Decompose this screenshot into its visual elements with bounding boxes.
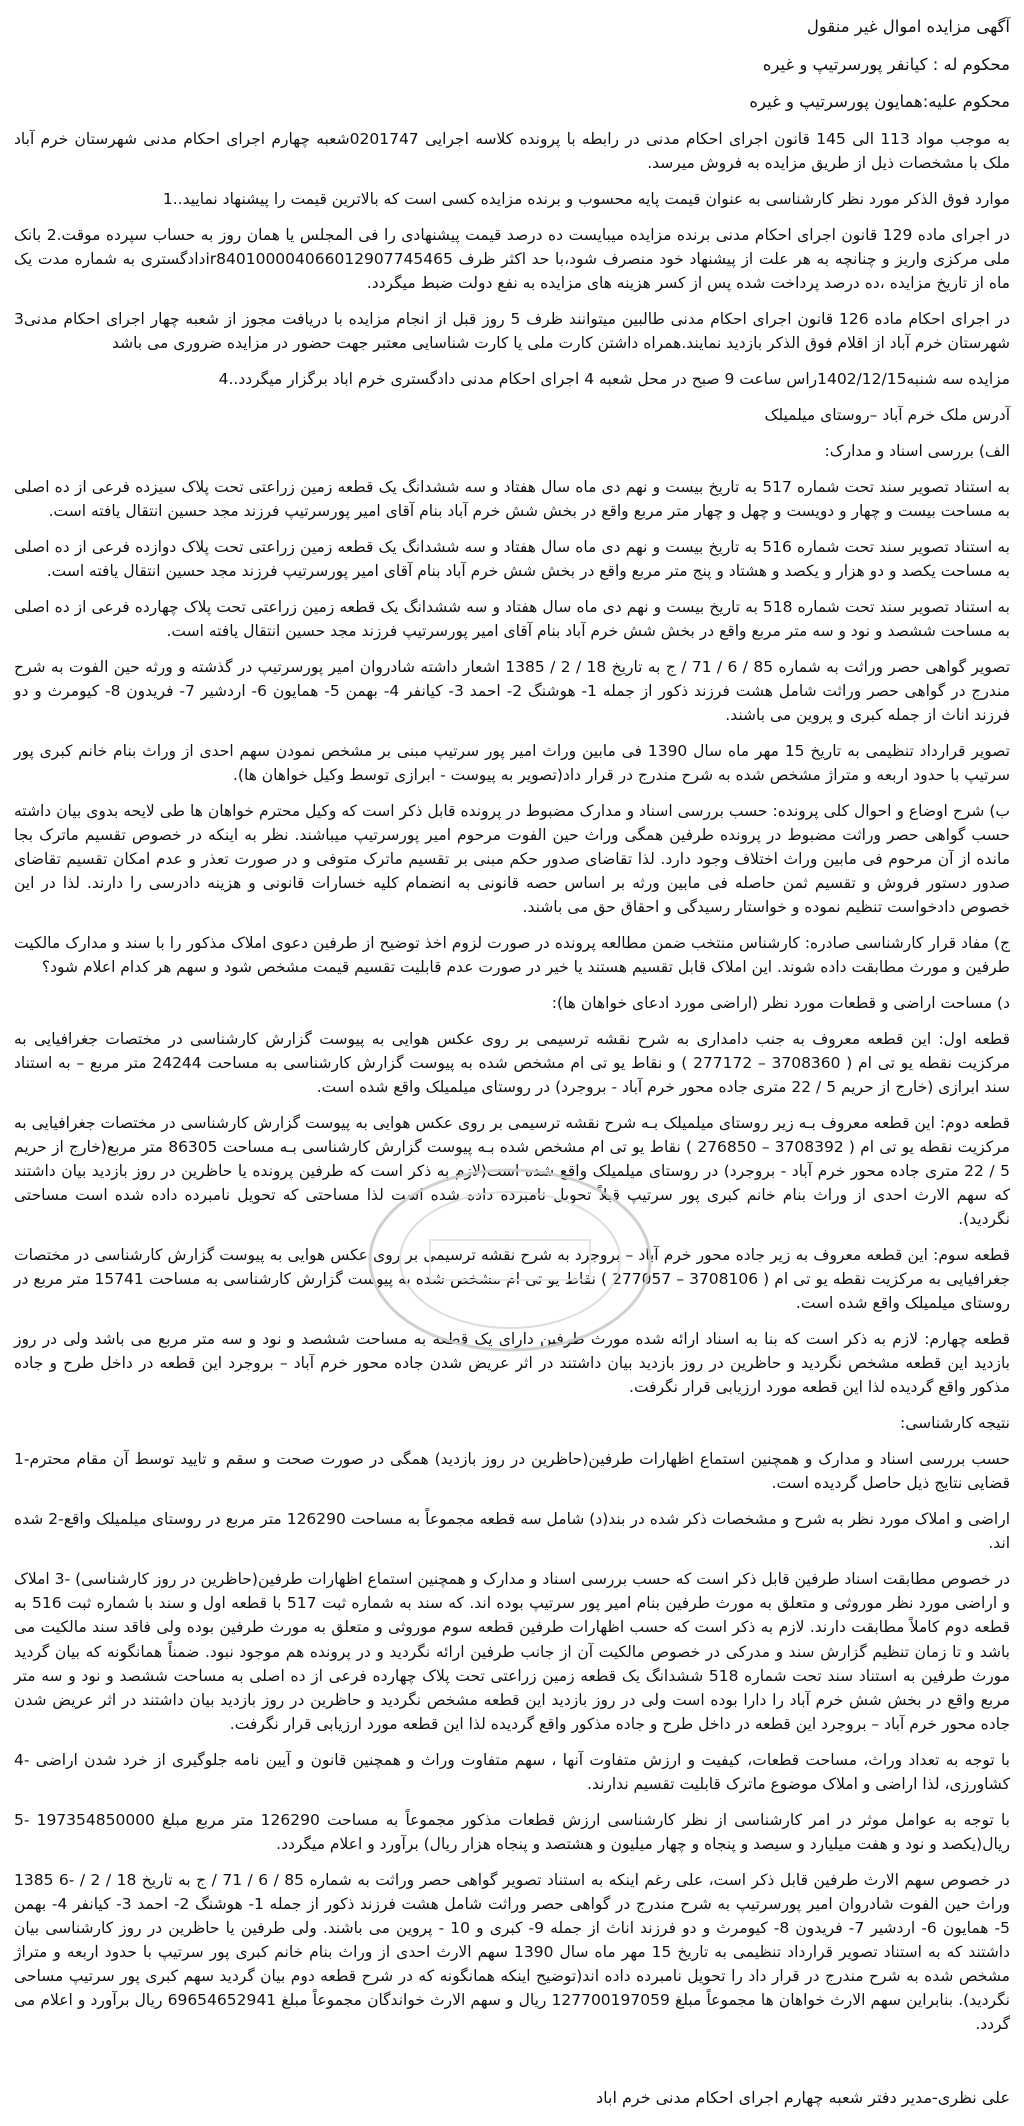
parcel-2: قطعه دوم: این قطعه معروف بـه زیر روستای میلمیلک بـه شرح نقشه ترسیمی بر روی عکس هوایی به پیوست گزارش کارشناسی در مختصات جغرافیایی به مرکزیت نقطه یو تی ام ( 3708392 – 276850 ) نقاط یو تی ام مشخص شده بـه پیوست گزارش کارشناسی بـه مساحت 86305 متر مربع(خارج از حریم 5 / 22 متری جاده محور خرم آباد - بروجرد) در روستای میلمیلک واقع شده است(لازم به ذکر است که طرفین پرونده یا حاظرین در روز بازدید بیان داشتند که سهم الارث احدی از وراث بنام خانم کبری پور سرتیپ قبلاً تحویل نامبرده داده شده است لذا مساحتی که تحویل نامبرده داده شده است مساحتی نگردید). (14, 1114, 1010, 1229)
parcel-3: قطعه سوم: این قطعه معروف به زیر جاده محور خرم آباد – بروجرد به شرح نقشه ترسیمی بر روی عکس هوایی به پیوست گزارش کارشناسی در مختصات جغرافیایی به مرکزیت نقطه یو تی ام ( 3708106 – 277057 ) نقاط یو تی ام مشخص شده به پیوست گزارش کارشناسی به مساحت 15741 متر مربع در روستای میلمیلک واقع شده است. (14, 1246, 1011, 1313)
parcel-1: قطعه اول: این قطعه معروف به جنب دامداری به شرح نقشه ترسیمی بر روی عکس هوایی به پیوست گزارش کارشناسی در مختصات جغرافیایی به مرکزیت نقطه یو تی ام ( 3708360 – 277172 ) و نقاط یو تی ام مشخص شده به پیوست گزارش کارشناسی به مساحت 24244 متر مربع – به استناد سند ابرازی (خارج از حریم 5 / 22 متری جاده محور خرم آباد - بروجرد) در روستای میلمیلک واقع شده است. (14, 1030, 1011, 1097)
agreement-1390: تصویر قرارداد تنظیمی به تاریخ 15 مهر ماه سال 1390 فی مابین وراث امیر پور سرتیپ مبنی بر مشخص نمودن سهم احدی از وراث بنام خانم کبری پور سرتیپ با حدود اربعه و متراژ مشخص شده به شرح مندرج در قرار داد(تصویر به پیوست - ابرازی توسط وکیل خواهان ها). (14, 742, 1011, 785)
plaintiff-line: محکوم له : کیانفر پورسرتیپ و غیره (762, 54, 1010, 74)
condition-1: موارد فوق الذکر مورد نظر کارشناسی به عنوان قیمت پایه محسوب و برنده مزایده کسی است که بالاترین قیمت را پیشنهاد نمایید..1 (162, 189, 1010, 208)
section-c: ج) مفاد قرار کارشناسی صادره: کارشناس منتخب ضمن مطالعه پرونده در صورت لزوم اخذ توضیح از طرفین دعوی املاک مذکور را با سند و مدارک مالکیت طرفین و مورث مطابقت داده شوند. این املاک قابل تقسیم هستند یا خیر در صورت عدم قابلیت تقسیم قیمت مشخص شود و سهم هر کدام اعلام شود؟ (14, 934, 1010, 977)
conclusion-3: در خصوص مطابقت اسناد طرفین قابل ذکر است که حسب بررسی اسناد و مدارک و همچنین استماع اظهارات طرفین(حاظرین در روز کارشناسی) -3 املاک و اراضی مورد نظر موروثی و متعلق به مورث طرفین بنام امیر پور سرتیپ بوده اند. که سند به شماره ثبت 517 با قطعه اول و سند با شماره ثبت 516 به قطعه دوم کاملاً مطابقت دارند. لازم به ذکر است که حسب اظهارات طرفین قطعه سوم موروثی و متعلق به مورث طرفین بوده ولی فاقد سند مالکیت می باشد و تا زمان تنظیم گزارش سند و مدرکی در خصوص مالکیت آن از جانب طرفین ارائه نگردید و در پرونده هم موجود نبود. ضمناً همانگونه که بیان گردید مورث طرفین به استناد سند تحت شماره 518 ششدانگ یک قطعه زمین زراعتی تحت پلاک چهارده فرعی از ده اصلی به مساحت ششصد و نود و سه متر مربع واقع در بخش شش خرم آباد را دارا بوده است ولی در روز بازدید این قطعه مشخص نگردید و حاظرین در روز بازدید بیان داشتند در اثر عریض شدن جاده محور خرم آباد – بروجرد این قطعه در داخل طرح و جاده مذکور واقع گردیده لذا این قطعه مورد ارزیابی قرار نگرفت. (14, 1570, 1010, 1733)
conclusion-1: حسب بررسی اسناد و مدارک و همچنین استماع اظهارات طرفین(حاظرین در روز بازدید) همگی در صورت صحت و سقم و تایید توسط آن مقام محترم-1 قضایی نتایج ذیل حاصل گردیده است. (14, 1450, 1010, 1493)
conclusion-2: اراضی و املاک مورد نظر به شرح و مشخصات ذکر شده در بند(د) شامل سه قطعه مجموعاً به مساحت 126290 متر مربع در روستای میلمیلک واقع-2 شده اند. (14, 1510, 1011, 1553)
notice-title: آگهی مزایده اموال غیر منقول (806, 17, 1010, 36)
deed-517: به استناد تصویر سند تحت شماره 517 به تاریخ بیست و نهم دی ماه سال هفتاد و سه ششدانگ یک قطعه زمین زراعتی تحت پلاک سیزده فرعی از ده اصلی به مساحت بیست و چهار و دویست و چهل و چهار متر مربع واقع در بخش شش خرم آباد بنام آقای امیر پورسرتیپ فرزند مجد حسین انتقال یافته است. (14, 477, 1010, 520)
condition-2: در اجرای ماده 129 قانون اجرای احکام مدنی برنده مزایده میبایست ده درصد قیمت پیشنهادی را فی المجلس یا همان روز به حساب سپرده موقت.2 بانک ملی مرکزی واریز و چنانچه به هر علت از پیشنهاد خود منصرف شود،با حد اکثر ظرف ir840100004066012907745465دادگستری به شماره مدت یک ماه از تاریخ مزایده ،ده درصد پرداخت شده پس از کسر هزینه های مزایده به نفع دولت ضبط میگردد. (14, 225, 1010, 292)
inheritance-certificate: تصویر گواهی حصر وراثت به شماره 85 / 6 / 71 / ج به تاریخ 18 / 2 / 1385 اشعار داشته شادروان امیر پورسرتیپ در گذشته و ورثه حین الفوت به شرح مندرج در گواهی حصر وراثت شامل هشت فرزند ذکور از جمله 1- هوشنگ 2- احمد 3- کیانفر 4- بهمن 5- همایون 6- اردشیر 7- فریدون 8- کیومرث و دو فرزند اناث از جمله کبری و پروین می باشند. (14, 657, 1011, 724)
conclusion-6: در خصوص سهم الارث طرفین قابل ذکر است، علی رغم اینکه به استناد تصویر گواهی حصر وراثت به شماره 85 / 6 / 71 / ج به تاریخ 18 / 2 / -6 1385 وراث حین الفوت شادروان امیر پورسرتیپ به شرح مندرج در گواهی حصر وراثت شامل هشت فرزند ذکور از جمله 1- هوشنگ 2- احمد 3- کیانفر 4- بهمن 5- همایون 6- اردشیر 7- فریدون 8- کیومرث و دو فرزند اناث از جمله 9- کبری و 10 - پروین می باشند. ولی طرفین یا حاظرین در روز کارشناسی بیان داشتند که به استناد تصویر قرارداد تنظیمی به تاریخ 15 مهر ماه سال 1390 سهم الارث احدی از وراث بنام خانم کبری پور سرتیپ با حدود اربعه و متراژ مشخص شده به شرح مندرج در قرار داد را تحویل نامبرده داده اند(توضیح اینکه همانگونه که در شرح قطعه دوم بیان گردید سهم کبری پور سرتیپ مساحی نگردید). بنابراین سهم الارث خواهان ها مجموعاً مبلغ 127700197059 ریال و سهم الارث خواندگان مجموعاً مبلغ 69654652941 ریال برآورد و اعلام می گردد. (14, 1870, 1011, 2033)
section-a-title: الف) بررسی اسناد و مدارک: (824, 441, 1010, 460)
section-b: ب) شرح اوضاع و احوال کلی پرونده: حسب بررسی اسناد و مدارک مضبوط در پرونده قابل ذکر است که وکیل محترم خواهان ها طی لایحه بدوی بیان داشته حسب گواهی حصر وراثت مضبوط در پرونده طرفین همگی وراث حین الفوت مرحوم امیر پورسرتیپ میباشند. نظر به اینکه در خصوص تقسیم ماترک بجا مانده از آن مرحوم فی مابین وراث اختلاف وجود دارد. لذا تقاضای صدور حکم مبنی بر تقسیم ماترک متوفی و در صورت تعذر و عدم امکان تقسیم تقاضای صدور دستور فروش و تقسیم ثمن حاصله فی مابین ورثه بر اساس حصه قانونی به انضمام کلیه خسارات قانونی و هزینه دادرسی را دارند. لذا در این خصوص دادخواست تنظیم نموده و خواستار رسیدگی و احقاق حق می باشند. (14, 802, 1010, 917)
conclusion-title: نتیجه کارشناسی: (899, 1414, 1010, 1433)
condition-3: در اجرای احکام ماده 126 قانون اجرای احکام مدنی طالبین میتوانند ظرف 5 روز قبل از انجام مزایده با دریافت مجوز از شعبه چهار اجرای احکام مدنی3 شهرستان خرم آباد از اقلام فوق الذکر بازدید نمایند.همراه داشتن کارت ملی یا کارت شناسایی معتبر جهت حضور در مزایده ضروری می باشد (14, 309, 1010, 352)
conclusion-5: با توجه به عوامل موثر در امر کارشناسی از نظر کارشناسی ارزش قطعات مذکور مجموعاً به مساحت 126290 متر مربع مبلغ 197354850000 -5 ریال(یکصد و نود و هفت میلیارد و سیصد و پنجاه و چهار میلیون و هشتصد و پنجاه هزار ریال) برآورد و اعلام میگردد. (14, 1810, 1010, 1853)
section-d-title: د) مساحت اراضی و قطعات مورد نظر (اراضی مورد ادعای خواهان ها): (551, 994, 1010, 1013)
conclusion-4: با توجه به تعداد وراث، مساحت قطعات، کیفیت و ارزش متفاوت آنها ، سهم متفاوت وراث و همچنین قانون و آیین نامه جلوگیری از خرد شدن اراضی -4 کشاورزی، لذا اراضی و املاک موضوع ماترک قابلیت تقسیم ندارند. (14, 1750, 1010, 1793)
intro-paragraph: به موجب مواد 113 الی 145 قانون اجرای احکام مدنی در رابطه با پرونده کلاسه اجرایی 0201747شعبه چهارم اجرای احکام مدنی شهرستان خرم آباد ملک با مشخصات ذیل از طریق مزایده به فروش میرسد. (14, 129, 1010, 172)
property-address: آدرس ملک خرم آباد –روستای میلمیلک (764, 405, 1010, 424)
defendant-line: محکوم علیه:همایون پورسرتیپ و غیره (749, 92, 1010, 112)
deed-518: به استناد تصویر سند تحت شماره 518 به تاریخ بیست و نهم دی ماه سال هفتاد و سه ششدانگ یک قطعه زمین زراعتی تحت پلاک چهارده فرعی از ده اصلی به مساحت ششصد و نود و سه متر مربع واقع در بخش شش خرم آباد بنام آقای امیر پورسرتیپ فرزند مجد حسین انتقال یافته است. (14, 597, 1010, 640)
signature-line: علی نظری-مدیر دفتر شعبه چهارم اجرای احکام مدنی خرم اباد (595, 2088, 1010, 2107)
condition-4: مزایده سه شنبه1402/12/15راس ساعت 9 صبح در محل شعبه 4 اجرای احکام مدنی دادگستری خرم اباد برگزار میگردد..4 (218, 369, 1010, 388)
parcel-4: قطعه چهارم: لازم به ذکر است که بنا به اسناد ارائه شده مورث طرفین دارای یک قطعه به مساحت ششصد و نود و سه متر مربع می باشد ولی در روز بازدید این قطعه مشخص نگردید و حاظرین در روز بازدید بیان داشتند در اثر عریض شدن جاده محور خرم آباد – بروجرد این قطعه در داخل طرح و جاده مذکور واقع گردیده لذا این قطعه مورد ارزیابی قرار نگرفت. (14, 1330, 1010, 1397)
deed-516: به استناد تصویر سند تحت شماره 516 به تاریخ بیست و نهم دی ماه سال هفتاد و سه ششدانگ یک قطعه زمین زراعتی تحت پلاک دوازده فرعی از ده اصلی به مساحت یکصد و دو هزار و یکصد و هشتاد و پنج متر مربع واقع در بخش شش خرم آباد بنام آقای امیر پورسرتیپ فرزند مجد حسین انتقال یافته است. (14, 537, 1010, 580)
